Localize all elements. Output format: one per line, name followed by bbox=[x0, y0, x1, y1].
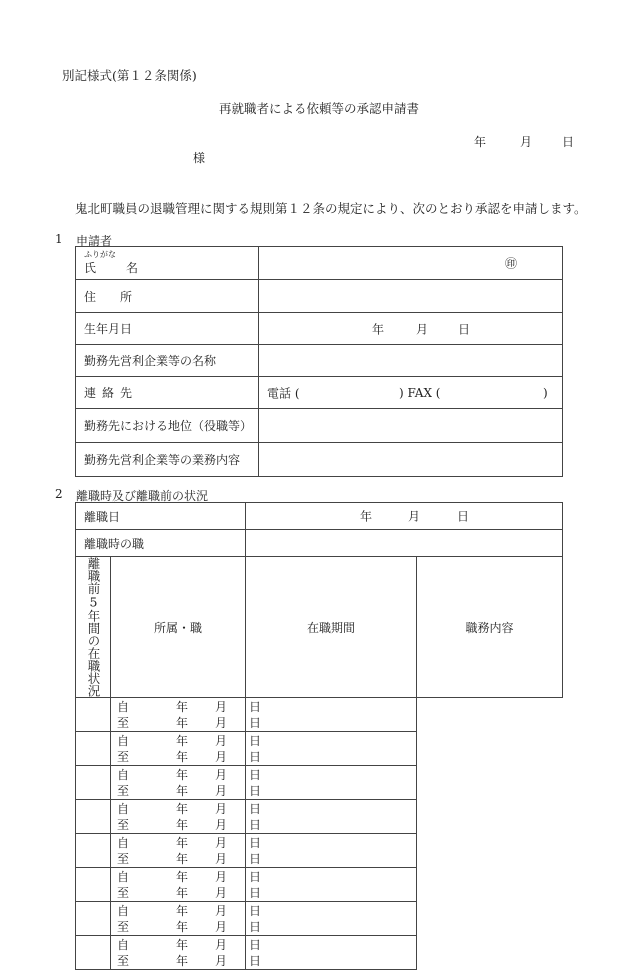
position-label: 勤務先における地位（役職等） bbox=[76, 409, 259, 443]
date-year-label: 年 bbox=[474, 135, 487, 149]
to-marker-label: 至 bbox=[117, 852, 130, 866]
affiliation-field[interactable] bbox=[76, 800, 111, 834]
from-marker-label: 自 bbox=[117, 836, 130, 850]
period-field[interactable] bbox=[111, 732, 262, 766]
to-month-label: 月 bbox=[215, 852, 228, 866]
from-day-label: 日 bbox=[249, 802, 262, 816]
to-marker-label: 至 bbox=[117, 784, 130, 798]
duties-field[interactable] bbox=[246, 868, 417, 902]
seal-icon: ㊞ bbox=[505, 256, 518, 271]
retire-date-label: 離職日 bbox=[76, 503, 246, 530]
from-day-label: 日 bbox=[249, 904, 262, 918]
table-row bbox=[76, 800, 563, 834]
affiliation-field[interactable] bbox=[76, 902, 111, 936]
name-field[interactable] bbox=[259, 247, 563, 280]
to-month-label: 月 bbox=[215, 750, 228, 764]
to-month-label: 月 bbox=[215, 818, 228, 832]
side-label: 離職前5年間の在職状況 bbox=[86, 557, 101, 697]
affiliation-field[interactable] bbox=[76, 732, 111, 766]
section2-number: 2 bbox=[55, 487, 63, 501]
employer-name-field[interactable] bbox=[259, 345, 563, 377]
duties-field[interactable] bbox=[246, 902, 417, 936]
address-label-cell bbox=[76, 280, 259, 313]
table-row bbox=[76, 902, 563, 936]
to-day-label: 日 bbox=[249, 716, 262, 730]
applicant-table bbox=[75, 246, 563, 477]
to-marker-label: 至 bbox=[117, 750, 130, 764]
period-field[interactable] bbox=[111, 698, 262, 732]
employer-name-label: 勤務先営利企業等の名称 bbox=[76, 345, 259, 377]
to-month-label: 月 bbox=[215, 784, 228, 798]
fax-label: ) FAX ( bbox=[399, 385, 441, 400]
from-marker-label: 自 bbox=[117, 734, 130, 748]
from-year-label: 年 bbox=[176, 802, 189, 816]
birthdate-month-label: 月 bbox=[416, 322, 429, 336]
fax-close-paren: ) bbox=[543, 385, 548, 400]
retire-post-field[interactable] bbox=[246, 530, 563, 557]
contact-field[interactable] bbox=[259, 377, 563, 409]
business-field[interactable] bbox=[259, 443, 563, 477]
to-day-label: 日 bbox=[249, 852, 262, 866]
table-row bbox=[76, 698, 563, 732]
from-month-label: 月 bbox=[215, 768, 228, 782]
duties-field[interactable] bbox=[246, 698, 417, 732]
furigana-label: ふりがな bbox=[84, 250, 116, 259]
from-day-label: 日 bbox=[249, 768, 262, 782]
business-label: 勤務先営利企業等の業務内容 bbox=[76, 443, 259, 477]
duties-field[interactable] bbox=[246, 732, 417, 766]
from-year-label: 年 bbox=[176, 870, 189, 884]
to-year-label: 年 bbox=[176, 784, 189, 798]
from-month-label: 月 bbox=[215, 904, 228, 918]
period-field[interactable] bbox=[111, 834, 262, 868]
address-label-a: 住 bbox=[84, 289, 97, 304]
to-marker-label: 至 bbox=[117, 886, 130, 900]
form-reference: 別記様式(第１２条関係) bbox=[62, 68, 197, 83]
period-field[interactable] bbox=[111, 936, 262, 970]
to-year-label: 年 bbox=[176, 716, 189, 730]
to-day-label: 日 bbox=[249, 818, 262, 832]
name-label-b: 名 bbox=[126, 261, 139, 275]
name-label-a: 氏 bbox=[84, 261, 97, 275]
from-year-label: 年 bbox=[176, 836, 189, 850]
col-period-header: 在職期間 bbox=[246, 557, 417, 698]
to-day-label: 日 bbox=[249, 920, 262, 934]
address-label-b: 所 bbox=[120, 289, 133, 304]
from-year-label: 年 bbox=[176, 904, 189, 918]
period-field[interactable] bbox=[111, 902, 262, 936]
period-field[interactable] bbox=[111, 800, 262, 834]
from-day-label: 日 bbox=[249, 938, 262, 952]
table-row bbox=[76, 868, 563, 902]
retire-date-year-label: 年 bbox=[360, 509, 373, 524]
retire-post-label: 離職時の職 bbox=[76, 530, 246, 557]
table-row bbox=[76, 936, 563, 970]
period-field[interactable] bbox=[111, 766, 262, 800]
duties-field[interactable] bbox=[246, 766, 417, 800]
name-label-cell bbox=[76, 247, 259, 280]
to-month-label: 月 bbox=[215, 886, 228, 900]
from-month-label: 月 bbox=[215, 802, 228, 816]
from-year-label: 年 bbox=[176, 938, 189, 952]
tel-label: 電話 ( bbox=[267, 386, 300, 400]
from-marker-label: 自 bbox=[117, 870, 130, 884]
affiliation-field[interactable] bbox=[76, 936, 111, 970]
from-year-label: 年 bbox=[176, 734, 189, 748]
to-marker-label: 至 bbox=[117, 920, 130, 934]
duties-field[interactable] bbox=[246, 800, 417, 834]
from-month-label: 月 bbox=[215, 734, 228, 748]
from-month-label: 月 bbox=[215, 938, 228, 952]
from-month-label: 月 bbox=[215, 870, 228, 884]
to-marker-label: 至 bbox=[117, 818, 130, 832]
from-marker-label: 自 bbox=[117, 904, 130, 918]
col-affiliation-header: 所属・職 bbox=[111, 557, 246, 698]
from-marker-label: 自 bbox=[117, 802, 130, 816]
address-field[interactable] bbox=[259, 280, 563, 313]
from-day-label: 日 bbox=[249, 870, 262, 884]
from-month-label: 月 bbox=[215, 700, 228, 714]
section1-title: 申請者 bbox=[76, 234, 113, 248]
table-row bbox=[76, 732, 563, 766]
from-marker-label: 自 bbox=[117, 938, 130, 952]
period-field[interactable] bbox=[111, 868, 262, 902]
from-marker-label: 自 bbox=[117, 700, 130, 714]
to-month-label: 月 bbox=[215, 716, 228, 730]
to-marker-label: 至 bbox=[117, 954, 130, 968]
to-year-label: 年 bbox=[176, 750, 189, 764]
retire-date-field[interactable] bbox=[246, 503, 563, 530]
contact-label-c: 先 bbox=[120, 386, 133, 400]
position-field[interactable] bbox=[259, 409, 563, 443]
duties-field[interactable] bbox=[246, 834, 417, 868]
addressee-suffix: 様 bbox=[193, 151, 206, 165]
from-year-label: 年 bbox=[176, 768, 189, 782]
from-day-label: 日 bbox=[249, 734, 262, 748]
contact-label-b: 絡 bbox=[102, 386, 115, 400]
document-title: 再就職者による依頼等の承認申請書 bbox=[219, 101, 420, 116]
affiliation-field[interactable] bbox=[76, 766, 111, 800]
to-year-label: 年 bbox=[176, 920, 189, 934]
date-day-label: 日 bbox=[562, 135, 575, 149]
to-year-label: 年 bbox=[176, 818, 189, 832]
affiliation-field[interactable] bbox=[76, 868, 111, 902]
to-year-label: 年 bbox=[176, 954, 189, 968]
birthdate-field[interactable] bbox=[259, 313, 563, 345]
employment-table bbox=[75, 502, 563, 970]
affiliation-field[interactable] bbox=[76, 834, 111, 868]
date-month-label: 月 bbox=[520, 135, 533, 149]
side-label-cell bbox=[76, 557, 111, 698]
birthdate-day-label: 日 bbox=[458, 322, 471, 336]
to-day-label: 日 bbox=[249, 750, 262, 764]
birthdate-year-label: 年 bbox=[372, 322, 385, 336]
contact-label-a: 連 bbox=[84, 386, 97, 400]
to-month-label: 月 bbox=[215, 920, 228, 934]
section2-title: 離職時及び離職前の状況 bbox=[76, 489, 209, 503]
from-month-label: 月 bbox=[215, 836, 228, 850]
to-year-label: 年 bbox=[176, 886, 189, 900]
from-day-label: 日 bbox=[249, 836, 262, 850]
from-day-label: 日 bbox=[249, 700, 262, 714]
section1-number: 1 bbox=[55, 232, 63, 246]
retire-date-month-label: 月 bbox=[408, 509, 421, 524]
from-marker-label: 自 bbox=[117, 768, 130, 782]
to-day-label: 日 bbox=[249, 886, 262, 900]
to-day-label: 日 bbox=[249, 954, 262, 968]
to-year-label: 年 bbox=[176, 852, 189, 866]
contact-label-cell bbox=[76, 377, 259, 409]
affiliation-field[interactable] bbox=[76, 698, 111, 732]
birthdate-label: 生年月日 bbox=[76, 313, 259, 345]
table-row bbox=[76, 766, 563, 800]
from-year-label: 年 bbox=[176, 700, 189, 714]
to-marker-label: 至 bbox=[117, 716, 130, 730]
duties-field[interactable] bbox=[246, 936, 417, 970]
to-day-label: 日 bbox=[249, 784, 262, 798]
intro-text: 鬼北町職員の退職管理に関する規則第１２条の規定により、次のとおり承認を申請します。 bbox=[75, 201, 587, 216]
table-row bbox=[76, 834, 563, 868]
col-duties-header: 職務内容 bbox=[417, 557, 563, 698]
retire-date-day-label: 日 bbox=[457, 509, 470, 524]
to-month-label: 月 bbox=[215, 954, 228, 968]
